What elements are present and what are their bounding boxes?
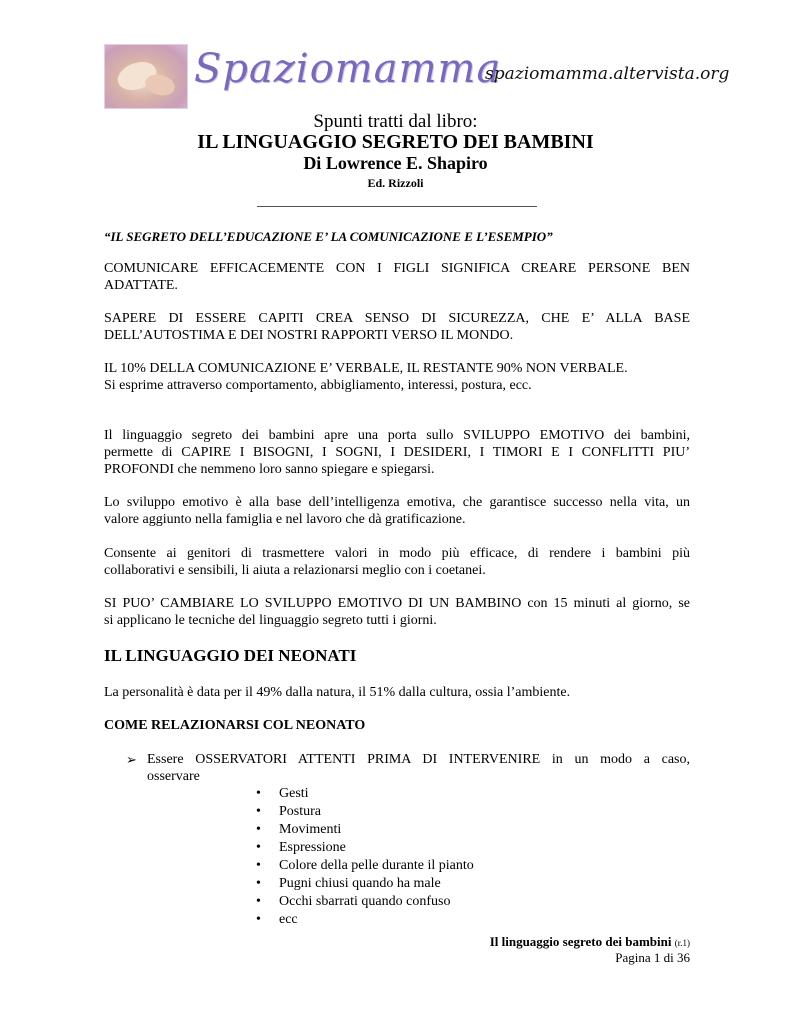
arrow-item-text	[147, 751, 690, 785]
list-item: • Espressione	[256, 839, 474, 857]
book-publisher: Ed. Rizzoli	[367, 176, 424, 190]
photo-shape	[143, 71, 177, 98]
brand-logo: Spaziomamma	[194, 46, 502, 92]
quote: “IL SEGRETO DELL’EDUCAZIONE E’ LA COMUNICAZIONE E L’ESEMPIO”	[104, 229, 553, 244]
paragraph-line: Il linguaggio segreto dei bambini apre una porta sullo SVILUPPO EMOTIVO dei bambini,	[104, 428, 690, 443]
paragraph-line: SAPERE DI ESSERE CAPITI CREA SENSO DI SICUREZZA, CHE E’ ALLA BASE	[104, 311, 690, 326]
paragraph-line: DELL’AUTOSTIMA E DEI NOSTRI RAPPORTI VERSO IL MONDO.	[104, 328, 514, 343]
paragraph-line: COMUNICARE EFFICACEMENTE CON I FIGLI SIGNIFICA CREARE PERSONE BEN	[104, 261, 690, 276]
list-item: • Pugni chiusi quando ha male	[256, 875, 474, 893]
paragraph-line: SI PUO’ CAMBIARE LO SVILUPPO EMOTIVO DI UN BAMBINO con 15 minuti al giorno, se	[104, 596, 690, 611]
title-divider	[257, 206, 537, 207]
footer-doc-title: Il linguaggio segreto dei bambini	[489, 934, 672, 949]
paragraph-line: ADATTATE.	[104, 278, 178, 293]
book-title: IL LINGUAGGIO SEGRETO DEI BAMBINI	[197, 131, 594, 153]
paragraph-line: PROFONDI che nemmeno loro sanno spiegare e spiegarsi.	[104, 462, 435, 477]
paragraph-2	[104, 310, 690, 344]
subheading: COME RELAZIONARSI COL NEONATO	[104, 718, 366, 733]
arrow-item-line: osservare	[147, 769, 200, 784]
paragraph-line: Si esprime attraverso comportamento, abbigliamento, interessi, postura, ecc.	[104, 378, 532, 393]
arrow-item-line: Essere OSSERVATORI ATTENTI PRIMA DI INTERVENIRE in un modo a caso,	[147, 752, 690, 767]
paragraph-line: Consente ai genitori di trasmettere valori in modo più efficace, di rendere i bambini più	[104, 546, 690, 561]
paragraph-line: Lo sviluppo emotivo è alla base dell’intelligenza emotiva, che garantisce successo nella vita, un	[104, 495, 690, 510]
title-intro: Spunti tratti dal libro:	[313, 111, 478, 132]
header	[104, 44, 730, 110]
list-item: • Postura	[256, 803, 474, 821]
site-url: spaziomamma.altervista.org	[485, 64, 730, 84]
baby-feet-photo	[104, 44, 188, 109]
page-number: Pagina 1 di 36	[615, 950, 690, 965]
book-author: Di Lowrence E. Shapiro	[303, 153, 488, 173]
list-item: • Colore della pelle durante il pianto	[256, 857, 474, 875]
list-item: • Occhi sbarrati quando confuso	[256, 893, 474, 911]
paragraph-6	[104, 545, 690, 579]
list-item: • Gesti	[256, 785, 474, 803]
paragraph-1	[104, 260, 690, 294]
section-heading: IL LINGUAGGIO DEI NEONATI	[104, 646, 357, 665]
list-item: • Movimenti	[256, 821, 474, 839]
paragraph-line: permette di CAPIRE I BISOGNI, I SOGNI, I DESIDERI, I TIMORI E I CONFLITTI PIU’	[104, 445, 690, 460]
paragraph-line: si applicano le tecniche del linguaggio segreto tutti i giorni.	[104, 613, 437, 628]
paragraph-7	[104, 595, 690, 629]
paragraph-line: IL 10% DELLA COMUNICAZIONE E’ VERBALE, IL RESTANTE 90% NON VERBALE.	[104, 361, 628, 376]
footer-title	[490, 934, 690, 950]
arrow-bullet-icon: ➢	[126, 752, 137, 767]
footer-revision: (r.1)	[674, 938, 690, 948]
paragraph-line: collaborativi e sensibili, li aiuta a relazionarsi meglio con i coetanei.	[104, 563, 486, 578]
paragraph-line: valore aggiunto nella famiglia e nel lavoro che dà gratificazione.	[104, 512, 466, 527]
paragraph-4	[104, 427, 690, 478]
paragraph-5	[104, 494, 690, 528]
paragraph-3	[104, 360, 690, 394]
observation-list	[256, 785, 474, 929]
list-item: • ecc	[256, 911, 474, 929]
paragraph-8: La personalità è data per il 49% dalla natura, il 51% dalla cultura, ossia l’ambiente.	[104, 685, 571, 700]
